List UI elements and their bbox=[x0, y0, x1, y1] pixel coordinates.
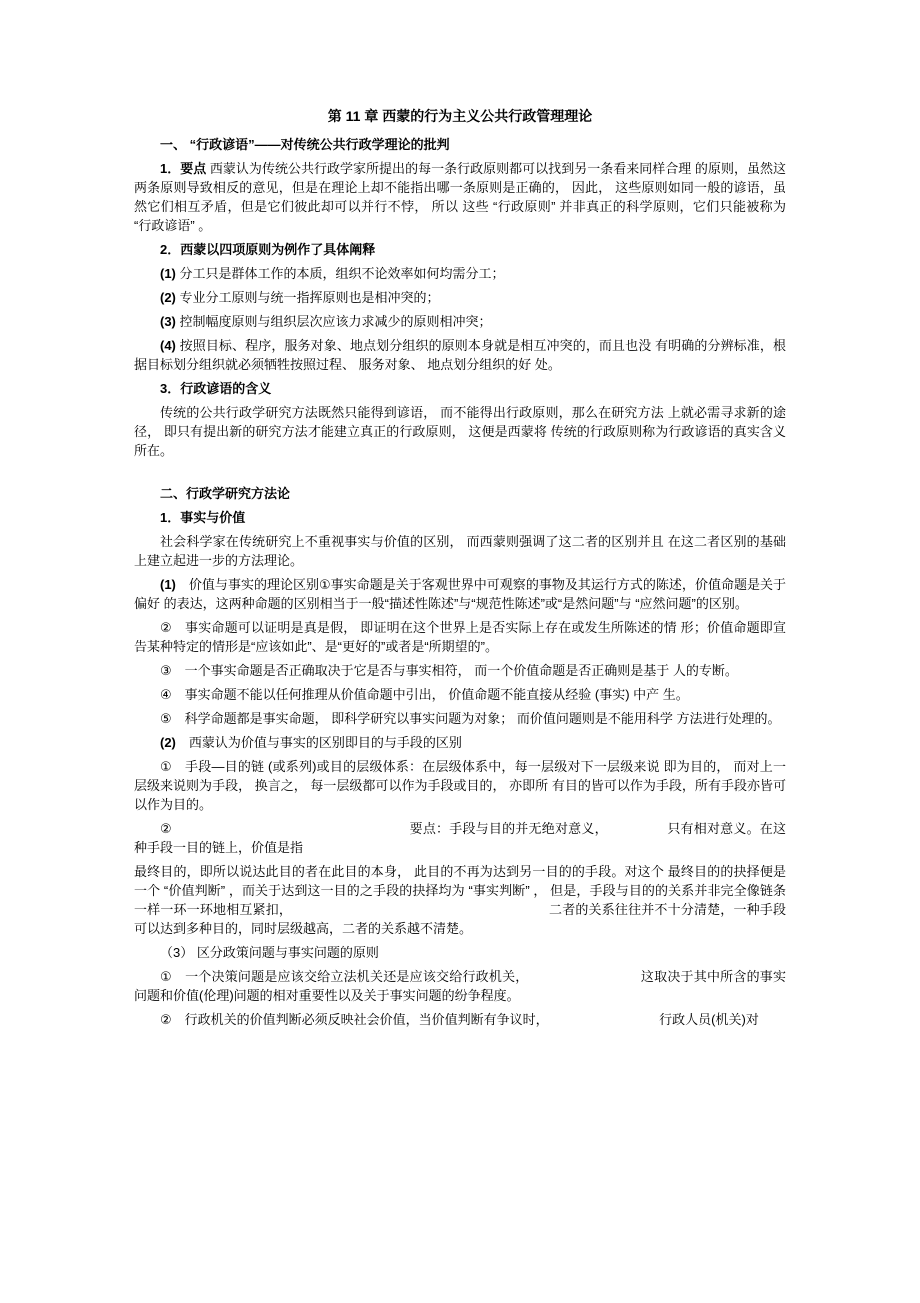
paragraph: (3) 控制幅度原则与组织层次应该力求减少的原则相冲突； bbox=[160, 314, 492, 329]
blank-line bbox=[134, 465, 786, 484]
paragraph: 1．要点 西蒙认为传统公共行政学家所提出的每一条行政原则都可以找到另一条看来同样合理 的原则，虽然这两条原则导致相反的意见，但是在理论上却不能指出哪一条原则是正确的， 因此， 这些原则如同一般的谚语，虽然它们相互矛盾，但是它们彼此却可以并行不悖， 所以 这些 “行政原则” 并非真正的科学原则，它们只能被称为 “行政谚语” 。 bbox=[134, 161, 790, 233]
paragraph-marker: 1．要点 bbox=[160, 161, 207, 176]
paragraph: ② 要点：手段与目的并无绝对意义， 只有相对意义。在这种手段一目的链上，价值是指 bbox=[134, 821, 786, 855]
paragraph: 3．行政谚语的含义 bbox=[160, 381, 272, 396]
paragraph: (1) 价值与事实的理论区别①事实命题是关于客观世界中可观察的事物及其运行方式的陈述，价值命题是关于偏好 的表达，这两种命题的区别相当于一般“描述性陈述”与“规范性陈述”或“是然问题”与 “应然问题”的区别。 bbox=[134, 577, 786, 611]
paragraph: 二、行政学研究方法论 bbox=[160, 486, 291, 501]
paragraph: （3） 区分政策问题与事实问题的原则 bbox=[160, 945, 379, 960]
paragraph: 2．西蒙以四项原则为例作了具体阐释 bbox=[160, 242, 376, 257]
paragraph: 一、 “行政谚语”——对传统公共行政学理论的批判 bbox=[160, 137, 450, 152]
paragraph: 传统的公共行政学研究方法既然只能得到谚语， 而不能得出行政原则，那么在研究方法 上就必需寻求新的途径， 即只有提出新的研究方法才能建立真正的行政原则， 这便是西蒙将 传统的行政原则称为行政谚语的真实含义所在。 bbox=[134, 405, 786, 458]
paragraph: ② 行政机关的价值判断必须反映社会价值，当价值判断有争议时， 行政人员(机关)对 bbox=[160, 1012, 759, 1027]
paragraph: (1) 分工只是群体工作的本质，组织不论效率如何均需分工； bbox=[160, 266, 505, 281]
paragraph-marker: (2) bbox=[160, 735, 176, 750]
paragraph-marker: (1) bbox=[160, 266, 176, 281]
paragraph: 社会科学家在传统研究上不重视事实与价值的区别， 而西蒙则强调了这二者的区别并且 在这二者区别的基础上建立起进一步的方法理论。 bbox=[134, 534, 786, 568]
paragraph: ② 事实命题可以证明是真是假， 即证明在这个世界上是否实际上存在或发生所陈述的情 形；价值命题即宣告某种特定的情形是“应该如此”、是“更好的”或者是“所期望的”。 bbox=[134, 620, 786, 654]
paragraph: ⑤ 科学命题都是事实命题， 即科学研究以事实问题为对象； 而价值问题则是不能用科学 方法进行处理的。 bbox=[160, 711, 781, 726]
paragraph: (2) 专业分工原则与统一指挥原则也是相冲突的； bbox=[160, 290, 440, 305]
paragraph-marker: (2) bbox=[160, 290, 176, 305]
paragraph-marker: (4) bbox=[160, 338, 176, 353]
page-title: 第 11 章 西蒙的行为主义公共行政管理理论 bbox=[327, 108, 593, 124]
paragraph: ① 一个决策问题是应该交给立法机关还是应该交给行政机关， 这取决于其中所含的事实问题和价值(伦理)问题的相对重要性以及关于事实问题的纷争程度。 bbox=[134, 969, 786, 1003]
paragraph-marker: (3) bbox=[160, 314, 176, 329]
paragraph: 1．事实与价值 bbox=[160, 510, 246, 525]
document-body bbox=[134, 135, 790, 1029]
paragraph-marker: (1) bbox=[160, 577, 176, 592]
paragraph: 最终目的，即所以说达此目的者在此目的本身， 此目的不再为达到另一目的的手段。对这个 最终目的的抉择便是一个 “价值判断” ，而关于达到这一目的之手段的抉择均为 “事实判断” ， 但是，手段与目的的关系并非完全像链条一样一环一环地相互紧扣， 二者的关系往往并不十分清楚，一种手段可以达到多种目的，同时层级越高，二者的关系越不清楚。 bbox=[134, 864, 786, 936]
paragraph: ① 手段—目的链 (或系列)或目的层级体系：在层级体系中，每一层级对下一层级来说 即为目的， 而对上一层级来说则为手段， 换言之， 每一层级都可以作为手段或目的， 亦即所 有目的皆可以作为手段，所有手段亦皆可以作为目的。 bbox=[134, 759, 786, 812]
paragraph: ③ 一个事实命题是否正确取决于它是否与事实相符， 而一个价值命题是否正确则是基于 人的专断。 bbox=[160, 663, 738, 678]
paragraph: (4) 按照目标、程序，服务对象、地点划分组织的原则本身就是相互冲突的，而且也没 有明确的分辨标准，根据目标划分组织就必须牺牲按照过程、 服务对象、 地点划分组织的好 处。 bbox=[134, 338, 786, 372]
paragraph: (2) 西蒙认为价值与事实的区别即目的与手段的区别 bbox=[160, 735, 462, 750]
paragraph: ④ 事实命题不能以任何推理从价值命题中引出， 价值命题不能直接从经验 (事实) 中产 生。 bbox=[160, 687, 689, 702]
